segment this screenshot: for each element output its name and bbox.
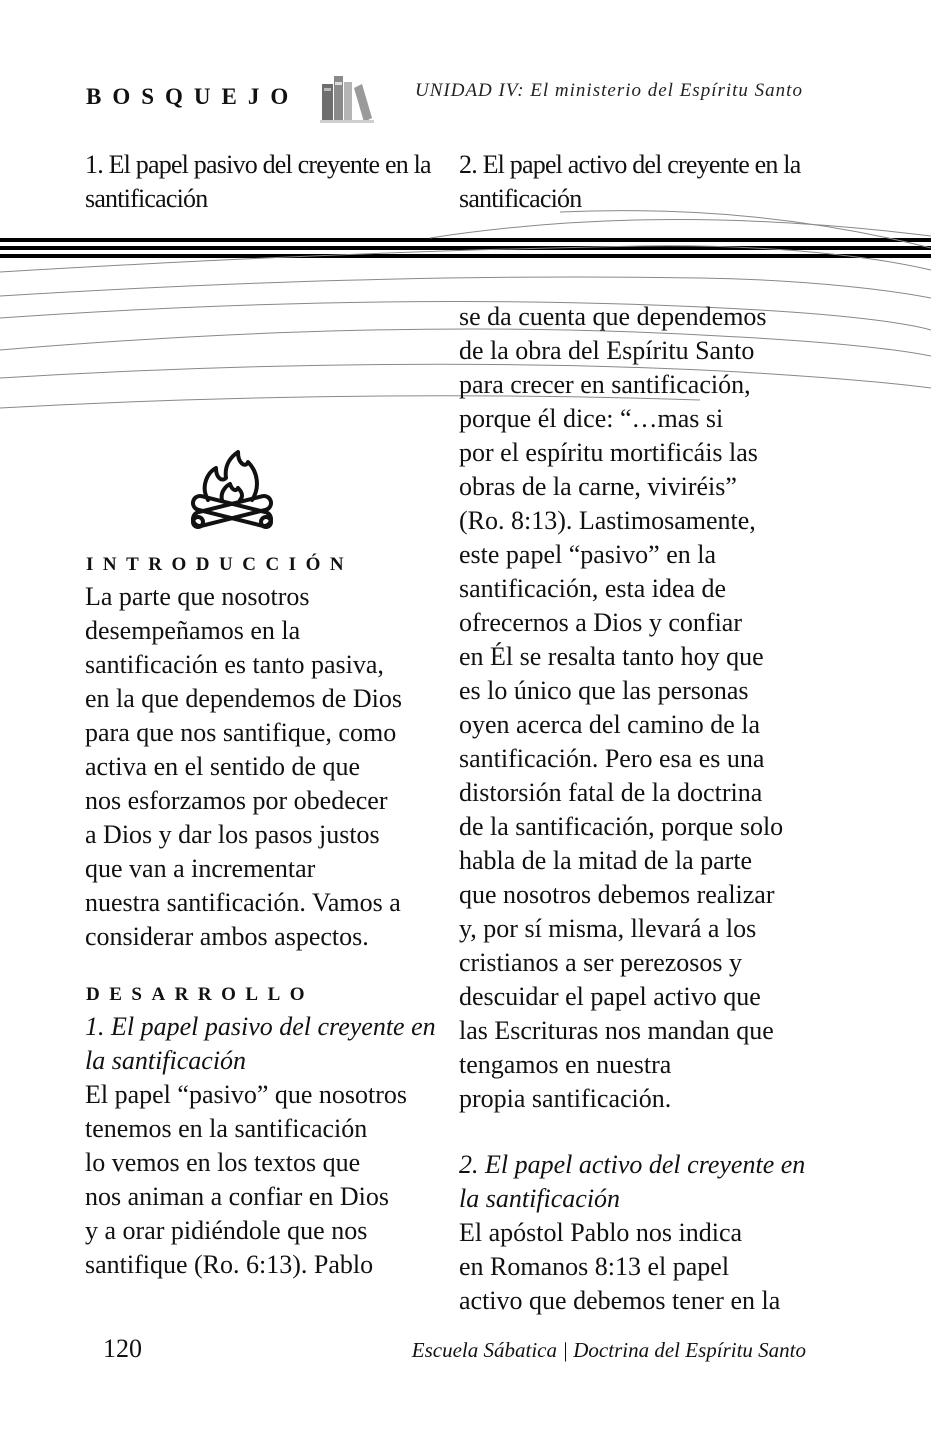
desarrollo-label: DESARROLLO — [86, 984, 315, 1005]
page-number: 120 — [103, 1334, 142, 1363]
unit-title: UNIDAD IV: El ministerio del Espíritu Santo — [415, 80, 803, 101]
header-label: BOSQUEJO — [86, 84, 300, 109]
footer-title: Escuela Sábatica | Doctrina del Espíritu Santo — [411, 1338, 806, 1362]
intro-label: INTRODUCCIÓN — [86, 554, 354, 575]
books-icon — [318, 70, 376, 126]
outline-item-active: 2. El papel activo del creyente en la santificación — [459, 150, 801, 213]
passive-role-text: El papel “pasivo” que nosotros tenemos en la santificación lo vemos en los textos que nos animan a confiar en Dios y a orar pidiéndole que nos santifique (Ro. 6:13). Pablo — [85, 1080, 408, 1279]
active-role-text: El apóstol Pablo nos indica en Romanos 8:13 el papel activo que debemos tener en la — [459, 1218, 781, 1315]
campfire-icon — [186, 448, 278, 540]
outline-item-passive: 1. El papel pasivo del creyente en la santificación — [85, 150, 431, 213]
active-role-heading: 2. El papel activo del creyente en la santificación — [459, 1150, 806, 1213]
passive-role-heading: 1. El papel pasivo del creyente en la santificación — [85, 1012, 436, 1075]
right-column-text: se da cuenta que dependemos de la obra del Espíritu Santo para crecer en santificación, porque él dice: “…mas si por el espíritu mortificáis las obras de la carne, viviréis” (Ro. 8:13). Lastimosamente, este papel “pasivo” en la santificación, esta idea de ofrecernos a Dios y confiar en Él se resalta tanto hoy que es lo único que las personas oyen acerca del camino de la santificación. Pero esa es una distorsión fatal de la doctrina de la santificación, porque solo habla de la mitad de la parte que nosotros debemos realizar y, por sí misma, llevará a los cristianos a ser perezosos y descuidar el papel activo que las Escrituras nos mandan que tengamos en nuestra propia santificación. — [459, 302, 784, 1113]
intro-text: La parte que nosotros desempeñamos en la santificación es tanto pasiva, en la que dependemos de Dios para que nos santifique, como activa en el sentido de que nos esforzamos por obedecer a Dios y dar los pasos justos que van a incrementar nuestra santificación. Vamos a considerar ambos aspectos. — [85, 582, 402, 951]
